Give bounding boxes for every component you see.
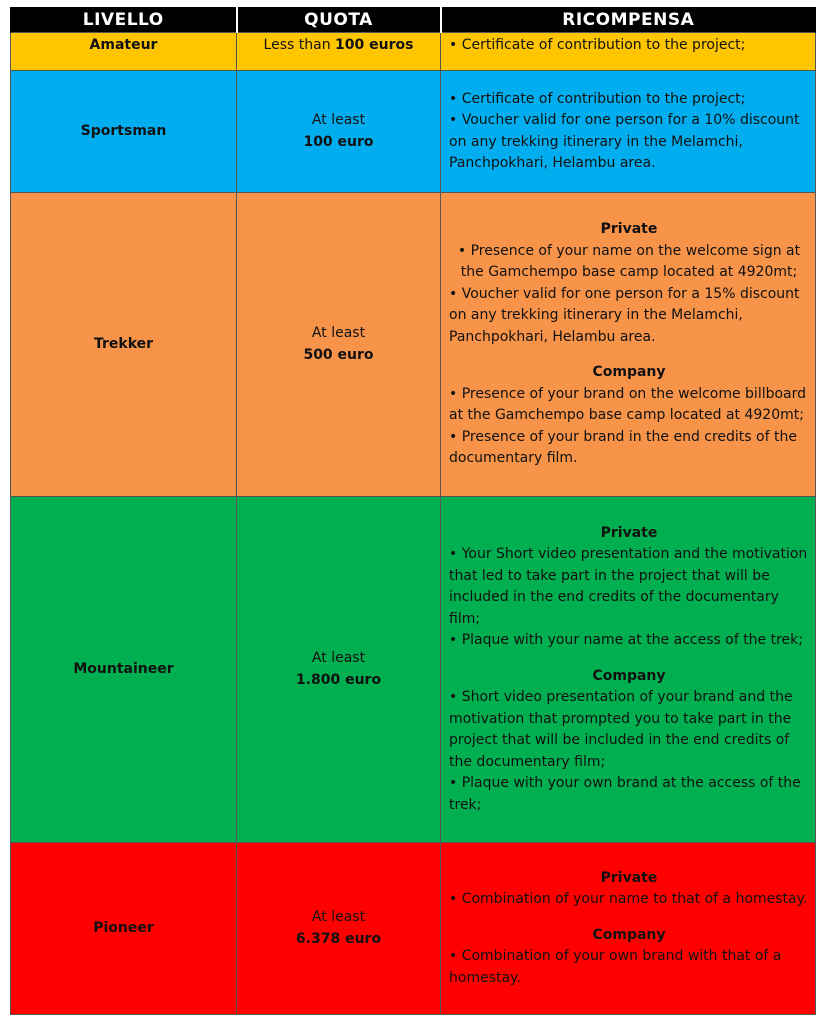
tier-row-sportsman	[11, 71, 816, 193]
company-title: Company	[592, 364, 666, 381]
quota-prefix: Less than	[263, 37, 331, 53]
reward-bullet: • Plaque with your name at the access of the trek;	[449, 632, 803, 649]
quota-cell	[237, 497, 441, 843]
tier-row-pioneer	[11, 843, 816, 1015]
private-title: Private	[600, 524, 658, 541]
level-cell	[11, 71, 237, 193]
quota-amount: 100 euros	[335, 37, 414, 53]
company-group	[449, 666, 809, 817]
level-name: Mountaineer	[73, 660, 174, 677]
header-reward: RICOMPENSA	[441, 7, 816, 33]
quota-amount: 1.800 euro	[295, 671, 382, 688]
reward-bullet: • Certificate of contribution to the project;	[449, 90, 746, 107]
tier-row-trekker	[11, 193, 816, 497]
tier-row-mountaineer	[11, 497, 816, 843]
reward-cell	[441, 33, 816, 71]
header-level: LIVELLO	[11, 7, 237, 33]
table-header-row	[11, 7, 816, 33]
tier-row-amateur	[11, 33, 816, 71]
quota-cell	[237, 843, 441, 1015]
quota-prefix: At least	[311, 650, 366, 666]
quota-prefix: At least	[311, 909, 366, 925]
level-cell	[11, 497, 237, 843]
private-title: Private	[600, 221, 658, 238]
company-group	[449, 362, 809, 470]
reward-bullet: • Voucher valid for one person for a 15% discount on any trekking itinerary in the Melamchi, Panchpokhari, Helambu area.	[449, 285, 800, 345]
quota-prefix: At least	[311, 112, 366, 128]
quota-cell	[237, 33, 441, 71]
reward-bullet: • Plaque with your own brand at the access of the trek;	[449, 775, 801, 813]
private-title: Private	[600, 869, 658, 886]
reward-bullet: • Certificate of contribution to the project;	[449, 37, 746, 53]
reward-cell	[441, 193, 816, 497]
reward-cell	[441, 71, 816, 193]
reward-bullet: • Combination of your own brand with that of a homestay.	[449, 948, 782, 986]
reward-bullet: • Short video presentation of your brand and the motivation that prompted you to take part in the project that will be included in the end credits of the documentary film;	[449, 689, 793, 770]
company-title: Company	[592, 926, 666, 943]
quota-prefix: At least	[311, 325, 366, 341]
quota-cell	[237, 193, 441, 497]
reward-bullet: • Presence of your brand in the end credits of the documentary film.	[449, 428, 797, 467]
reward-tiers-table	[10, 7, 816, 1015]
reward-bullet: • Voucher valid for one person for a 10% discount on any trekking itinerary in the Melamchi, Panchpokhari, Helambu area.	[449, 112, 800, 171]
quota-amount: 6.378 euro	[295, 930, 382, 947]
company-group	[449, 925, 809, 990]
level-name: Sportsman	[80, 122, 167, 139]
header-quota: QUOTA	[237, 7, 441, 33]
private-group	[449, 219, 809, 348]
level-cell	[11, 843, 237, 1015]
level-cell	[11, 193, 237, 497]
level-name: Pioneer	[93, 919, 154, 936]
quota-amount: 500 euro	[303, 346, 374, 363]
level-name: Amateur	[89, 37, 158, 53]
quota-amount: 100 euro	[303, 133, 374, 150]
reward-cell	[441, 843, 816, 1015]
reward-bullet: • Combination of your name to that of a homestay.	[449, 891, 808, 908]
level-cell	[11, 33, 237, 71]
quota-cell	[237, 71, 441, 193]
reward-bullet: • Your Short video presentation and the motivation that led to take part in the project that will be included in the end credits of the documentary film;	[449, 546, 808, 627]
reward-bullet: • Presence of your name on the welcome sign at the Gamchempo base camp located at 4920mt;	[457, 242, 801, 281]
private-group	[449, 868, 809, 911]
reward-cell	[441, 497, 816, 843]
level-name: Trekker	[93, 335, 154, 352]
reward-bullet: • Presence of your brand on the welcome billboard at the Gamchempo base camp located at 4920mt;	[449, 385, 807, 424]
company-title: Company	[592, 667, 666, 684]
reward-tiers-sheet	[10, 7, 815, 1015]
private-group	[449, 523, 809, 652]
